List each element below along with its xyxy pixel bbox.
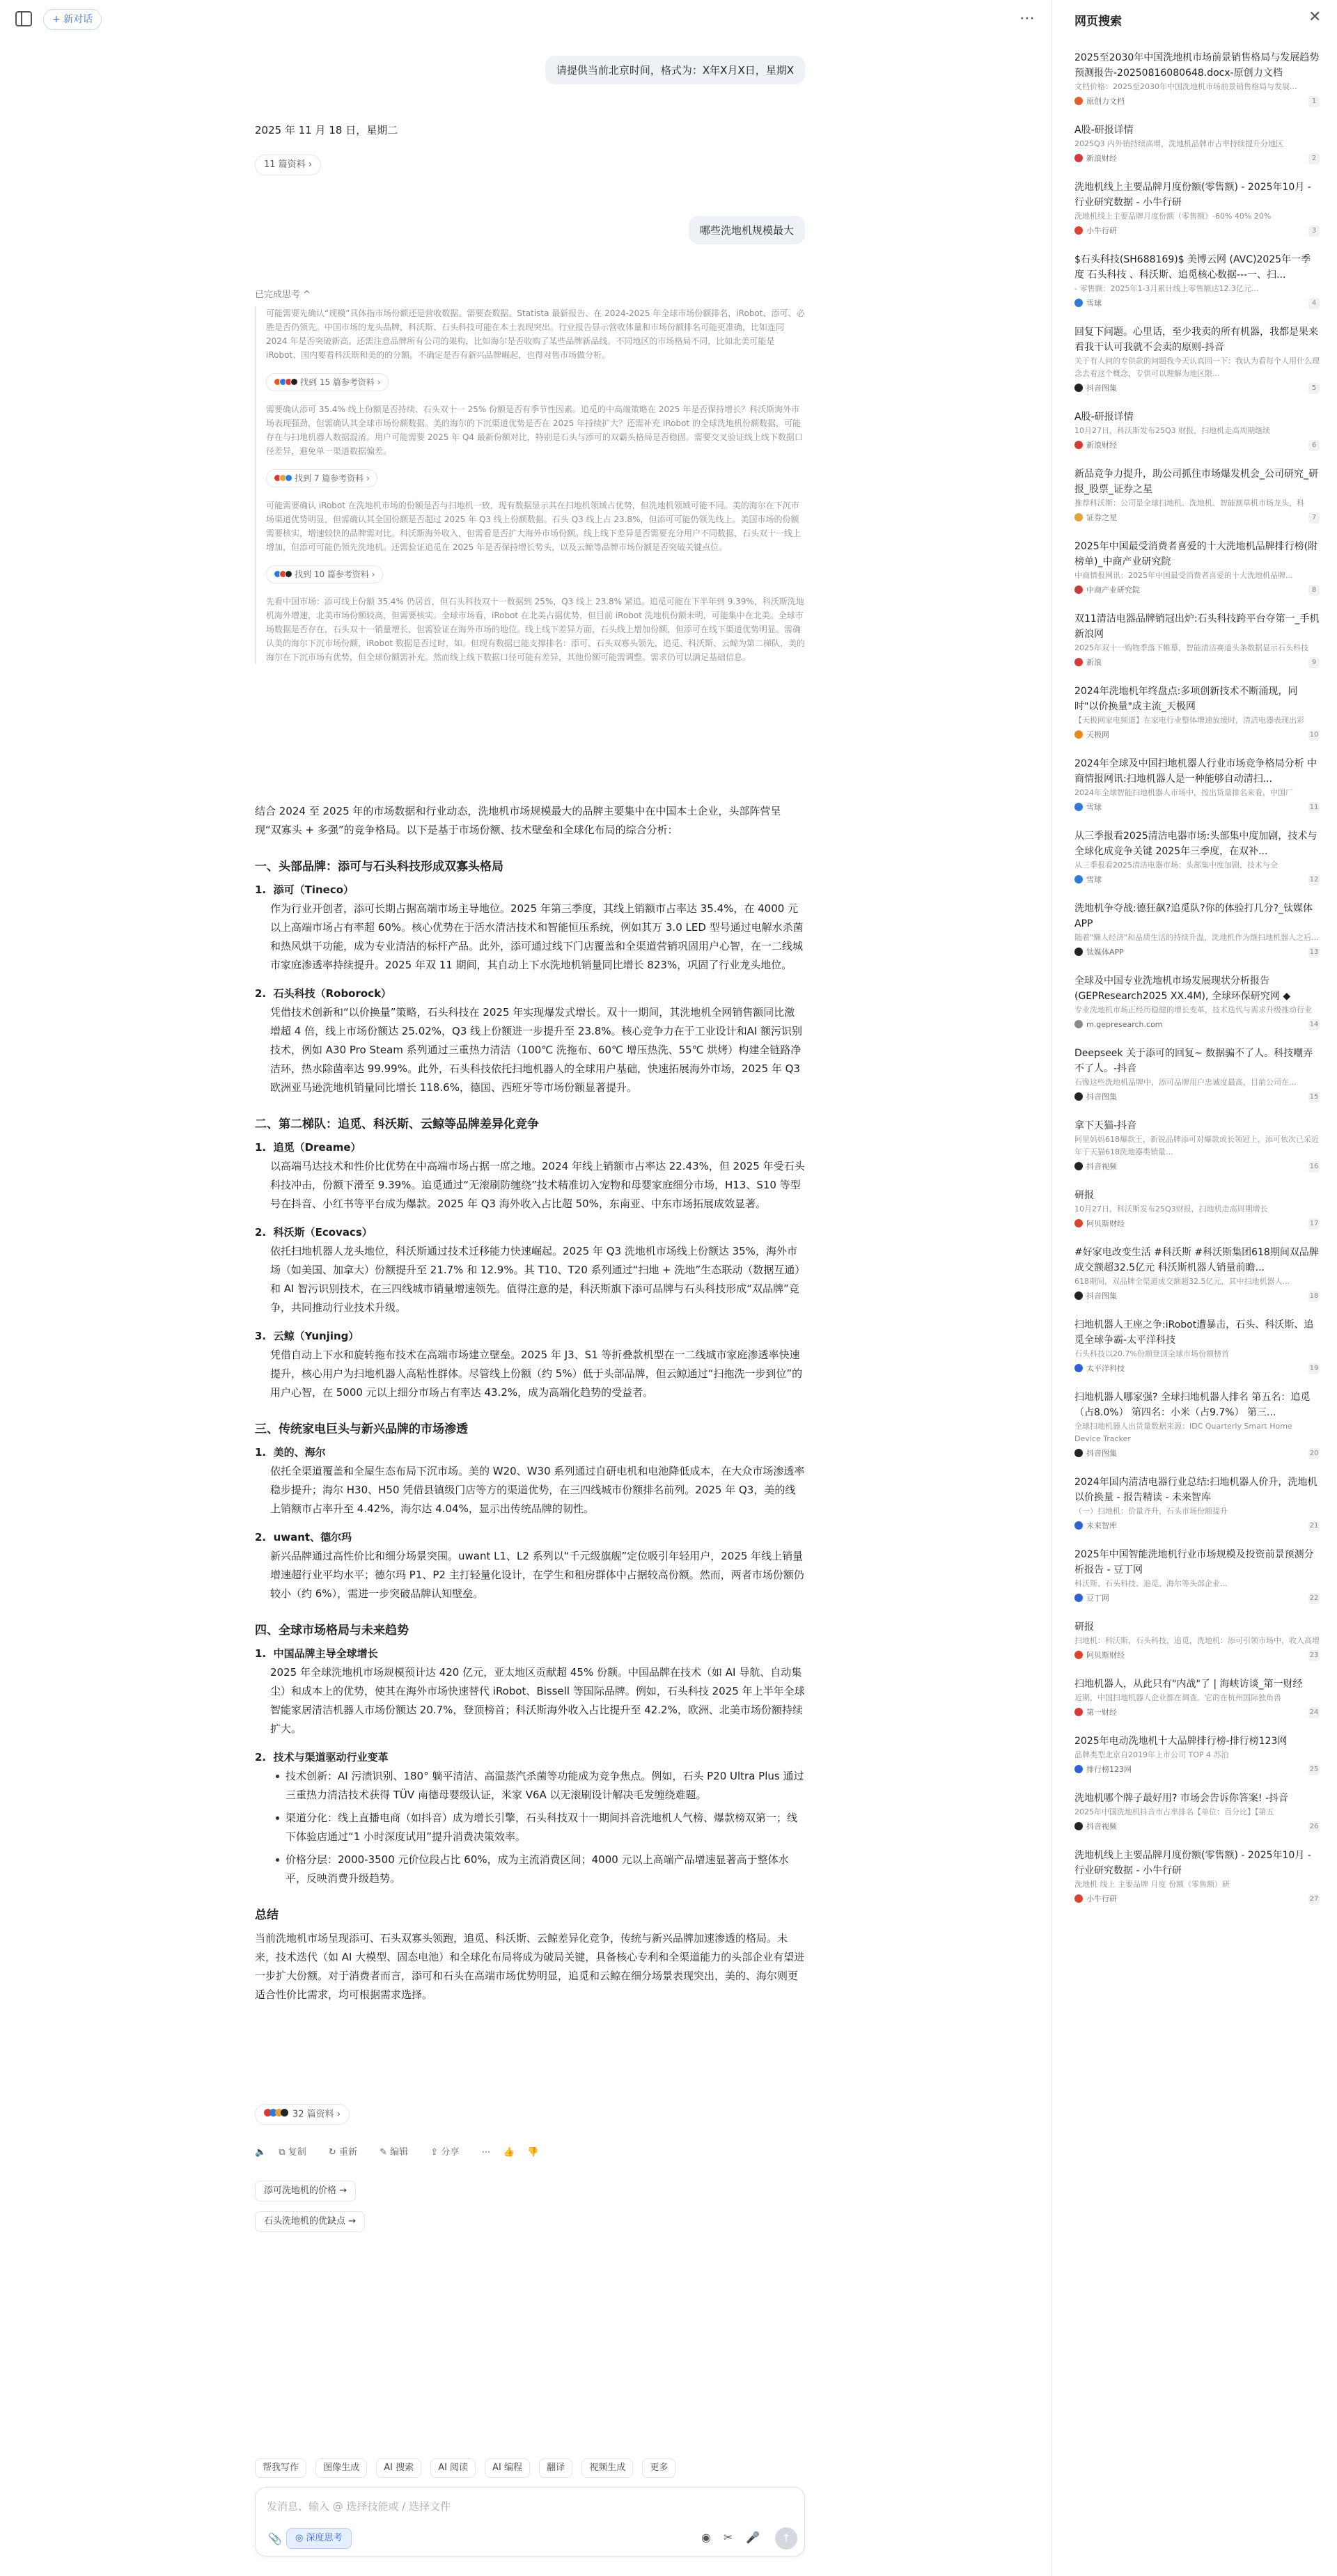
result-index-badge: 19 [1308,1363,1320,1374]
source-favicon-icon [1074,1162,1083,1170]
result-index-badge: 5 [1308,383,1320,394]
result-source: 小牛行研 [1074,226,1320,237]
result-source: 抖音图集 [1074,383,1320,394]
result-title[interactable]: 洗地机哪个牌子最好用? 市场会告诉你答案! -抖音 [1074,1793,1288,1804]
sidebar-toggle-icon[interactable] [15,11,32,26]
message-input[interactable]: 发消息、输入 @ 选择技能或 / 选择文件 [267,2500,451,2513]
result-index-badge: 10 [1308,730,1320,741]
source-favicon-icon [1074,299,1083,307]
list-item [255,1528,805,1603]
search-result[interactable] [1074,409,1320,451]
result-title[interactable]: 扫地机器人王座之争:iRobot遭暴击，石头、科沃斯、追觅全球争霸-太平洋科技 [1074,1319,1314,1346]
result-index-badge: 9 [1308,657,1320,668]
source-favicon-icon [1074,730,1083,739]
source-favicon-icon [1074,97,1083,105]
search-result[interactable] [1074,1118,1320,1172]
result-title[interactable]: A股-研报详情 [1074,125,1134,136]
result-snippet: 洗地机 线上 主要品牌 月度 份额（零售额）研 [1074,1880,1230,1889]
result-index-badge: 22 [1308,1593,1320,1604]
result-snippet: 2024年全球智能扫地机器人市场中，按出货量排名来看，中国厂 [1074,788,1293,797]
list-item [255,1644,805,1738]
thinking-paragraph: 先看中国市场：添可线上份额 35.4% 仍居首，但石头科技双十一数据到 25%，Q3 线上 23.8% 紧追。追觅可能在下半年到 9.39%，科沃斯洗地机海外增速，北美市场份额较高，但需要核实。全球市场看，iRobot 在北美占据优势，但目前 iRobot 洗地机份额未明，可能集中在北美。全球市场数据是否存在，石头双十一销量增长，但需验证在海外市场的地位。线上线下差异方面，石头线上增加份额，但添可在线下渠道优势明显。需确认美的海尔下沉市场份额，iRobot 数据是否过时，如。但现有数据已能支撑排名：添可、石头双寡头领先，追觅、科沃斯、云鲸为第二梯队，美的海尔在下沉市场有优势，但全球份额需补充。然而线上线下数据口径可能有差异，其他份额可能需调整。需求仍可以满足基础信息。 [266,597,805,662]
tool-writing[interactable]: 帮我写作 [255,2458,306,2478]
result-snippet: 科沃斯、石头科技、追觅、海尔等头部企业... [1074,1579,1228,1588]
result-index-badge: 26 [1308,1821,1320,1832]
search-result[interactable] [1074,466,1320,524]
result-source: 抖音图集 [1074,1291,1320,1302]
more-options-icon[interactable]: ⋯ [1019,10,1035,27]
tool-video-gen[interactable]: 视频生成 [581,2458,633,2478]
deep-think-toggle[interactable]: ◎ 深度思考 [286,2528,352,2549]
result-title[interactable]: 新品竞争力提升，助公司抓住市场爆发机会_公司研究_研报_股票_证券之星 [1074,469,1318,495]
item-title: 2. uwant、德尔玛 [255,1531,352,1544]
source-favicon-icon [1074,1219,1083,1227]
result-index-badge: 16 [1308,1161,1320,1172]
result-index-badge: 23 [1308,1650,1320,1661]
result-title[interactable]: 扫地机器人哪家强? 全球扫地机器人排名 第五名：追觅（占8.0%） 第四名：小米（占9.7%） 第三... [1074,1392,1311,1418]
result-source: 雪球 [1074,874,1320,886]
list-item [255,881,805,975]
result-index-badge: 13 [1308,947,1320,958]
assistant-answer-1: 2025 年 11 月 18 日，星期二 [255,124,398,136]
thinking-sources-label: 找到 15 篇参考资料 [300,377,375,387]
item-title: 1. 添可（Tineco） [255,883,354,896]
search-result[interactable] [1074,324,1320,394]
item-body: 以高端马达技术和性价比优势在中高端市场占据一席之地。2024 年线上销额市占率达 22.43%，但 2025 年受石头科技冲击，份额下滑至 9.39%。追觅通过“无滚刷防缠绕”技术精准切入宠物和母婴家庭细分市场，H13、S10 等型号在抖音、小红书等平台成为爆款。2025 年 Q3 海外收入占比超 50%，东南亚、中东市场拓展成效显著。 [270,1160,805,1210]
source-favicon-icon [1074,1651,1083,1659]
tool-ai-code[interactable]: AI 编程 [485,2458,530,2478]
thinking-panel [255,306,805,664]
microphone-icon[interactable]: 🎤 [746,2531,760,2544]
bullet-item: 价格分层：2000-3500 元价位段占比 60%，成为主流消费区间；4000 元以上高端产品增速显著高于整体水平，反映消费升级趋势。 [286,1851,805,1888]
bullet-item: 渠道分化：线上直播电商（如抖音）成为增长引擎，石头科技双十一期间抖音洗地机人气榜、爆款榜双第一；线下体验店通过“1 小时深度试用”提升消费决策效率。 [286,1809,805,1846]
bullet-item: 技术创新：AI 污渍识别、180° 躺平清洁、高温蒸汽杀菌等功能成为竞争焦点。例如，石头 P20 Ultra Plus 通过三重热力清洁技术获得 TÜV 南德母婴级认证，米家 V6A 以无滚刷设计解决毛发缠绕难题。 [286,1767,805,1805]
thinking-sources-label: 找到 10 篇参考资料 [295,570,369,579]
result-title[interactable]: 回复下问题。心里话，至少我卖的所有机器，我都是果来看我干认可我就不会卖的原则-抖音 [1074,327,1318,353]
result-snippet: - 零售额：2025年1-3月累计线上零售额达12.3亿元... [1074,284,1259,293]
tool-image-gen[interactable]: 图像生成 [315,2458,367,2478]
source-favicon-icon [1074,1449,1083,1457]
source-favicon-icon [1074,1765,1083,1773]
thinking-toggle[interactable]: 已完成思考 ^ [255,290,311,300]
result-index-badge: 14 [1308,1019,1320,1030]
search-result[interactable] [1074,1046,1320,1103]
composer [255,2487,805,2557]
search-result[interactable] [1074,1317,1320,1374]
result-index-badge: 11 [1308,802,1320,813]
result-index-badge: 20 [1308,1448,1320,1459]
search-results [1074,50,1320,1920]
source-favicon-icon [1074,1521,1083,1530]
send-button[interactable]: ↑ [775,2527,797,2550]
result-index-badge: 6 [1308,440,1320,451]
search-result[interactable] [1074,539,1320,596]
item-title: 1. 追觅（Dreame） [255,1141,361,1154]
result-snippet: 10月27日，科沃斯发布25Q3 财报，扫地机走高周期继续 [1074,426,1271,435]
item-title: 3. 云鲸（Yunjing） [255,1330,359,1342]
result-snippet: 2025年双十一购物季落下帷幕，智能清洁赛道头条数据显示石头科技 [1074,643,1308,652]
source-favicon-icon [1074,586,1083,594]
result-snippet: 近期，中国扫地机器人企业都在调查。它的在杭州国际独角兽 [1074,1693,1281,1702]
result-index-badge: 17 [1308,1218,1320,1230]
result-index-badge: 7 [1308,512,1320,524]
result-snippet: 石头科技以20.7%份额登顶全球市场份额榜首 [1074,1349,1229,1358]
result-source: 抖音图集 [1074,1092,1320,1103]
result-index-badge: 12 [1308,874,1320,886]
result-snippet: 2025年中国洗地机抖音市占率排名【单位：百分比】【第五 [1074,1807,1274,1816]
result-title[interactable]: $石头科技(SH688169)$ 美博云网 (AVC)2025年一季度 石头科技 、科沃斯、追觅核心数据---一、扫... [1074,254,1311,281]
result-title[interactable]: 扫地机器人，从此只有"内战"了 | 海峡访谈_第一财经 [1074,1679,1303,1690]
tool-ai-search[interactable]: AI 搜索 [376,2458,421,2478]
new-chat-button[interactable]: + 新对话 [43,9,102,30]
source-favicons [274,471,290,487]
deep-think-label: 深度思考 [306,2533,343,2543]
result-snippet: 随着"懒人经济"和品质生活的持续升温，洗地机作为继扫地机器人之后... [1074,933,1319,942]
suggested-question[interactable]: 石头洗地机的优缺点 → [255,2211,365,2232]
tool-translate[interactable]: 翻译 [539,2458,572,2478]
result-title[interactable]: 全球及中国专业洗地机市场发展现状分析报告(GEPResearch2025 XX.4M), 全球环保研究网 ◆ [1074,975,1291,1002]
source-favicon-icon [1074,154,1083,162]
result-snippet: 【天极网家电频道】在家电行业整体增速放缓时，清洁电器表现出彩 [1074,716,1304,725]
result-source: 阿贝斯财经 [1074,1218,1320,1230]
search-result[interactable] [1074,252,1320,309]
result-index-badge: 24 [1308,1707,1320,1718]
assistant-answer-2 [255,802,805,2004]
source-favicon-icon [1074,1594,1083,1602]
thinking-sources-chip[interactable]: 找到 10 篇参考资料 › [266,565,383,583]
result-source: 第一财经 [1074,1707,1320,1718]
result-source: 排行榜123网 [1074,1764,1320,1775]
result-snippet: 关于有人问的专供款的问题我今天认真回一下：我认为看每个人用什么理念去看这个概念，专供可以理解为地区限... [1074,356,1320,378]
result-source: 豆丁网 [1074,1593,1320,1604]
list-item [255,1748,805,1888]
result-snippet: 2025Q3 内外销持续高增，洗地机品牌市占率持续提升分地区 [1074,139,1284,148]
source-favicon-icon [1074,658,1083,666]
source-favicon-icon [1074,384,1083,392]
answer-2-references-chip[interactable]: 32 篇资料 › [255,2104,350,2125]
item-body: 作为行业开创者，添可长期占据高端市场主导地位。2025 年第三季度，其线上销额市占率达 35.4%，在 4000 元以上高端市场占有率超 60%。核心优势在于活水清洁技术和智能恒压系统，例如其万 3.0 LED 型号通过电解水杀菌和热风烘干功能，成为专业清洁的标杆产品。此外，添可通过线下门店覆盖和全渠道营销巩固用户心智，在一二线城市家庭渗透率持续提升。2025 年双 11 期间，其自动上下水洗地机销量同比增长 823%，巩固了行业龙头地位。 [270,902,804,971]
result-title[interactable]: 2025年中国智能洗地机行业市场规模及投资前景预测分析报告 - 豆丁网 [1074,1549,1314,1576]
source-favicon-icon [1074,1822,1083,1830]
search-result[interactable] [1074,1848,1320,1905]
item-body: 依托扫地机器人龙头地位，科沃斯通过技术迁移能力快速崛起。2025 年 Q3 洗地机市场线上份额达 35%，海外市场（如美国、加拿大）份额提升至 21.7% 和 12.9%。其 T10、T20 系列通过“扫地 + 洗地”生态联动（数据互通）和 AI 智污识别技术，在三四线城市销量增速领先。值得注意的是，科沃斯旗下添可品牌与石头科技形成“双品牌”竞争，共同推动行业技术升级。 [270,1245,800,1314]
list-item [255,1327,805,1402]
source-favicons [274,375,296,391]
result-snippet: 扫地机：科沃斯，石头科技，追觅，洗地机：添可引领市场中，收入高增 [1074,1636,1320,1645]
source-favicon-icon [1074,1092,1083,1101]
result-source: 抖音视频 [1074,1161,1320,1172]
answer-actions [255,2144,548,2158]
result-snippet: 中商情报网讯：2025年中国最受消费者喜爱的十大洗地机品牌... [1074,571,1293,580]
result-source: 新浪财经 [1074,440,1320,451]
result-source: 新浪财经 [1074,153,1320,164]
result-source: 太平洋科技 [1074,1363,1320,1374]
result-index-badge: 21 [1308,1521,1320,1532]
result-source: 抖音视频 [1074,1821,1320,1832]
camera-icon[interactable]: ◉ [701,2531,711,2544]
panel-title: 网页搜索 [1074,15,1122,29]
search-result[interactable] [1074,684,1320,741]
thinking-sources-label: 找到 7 篇参考资料 [295,473,364,483]
result-index-badge: 1 [1308,96,1320,107]
result-title[interactable]: 2025年中国最受消费者喜爱的十大洗地机品牌排行榜(附榜单)_中商产业研究院 [1074,541,1318,567]
result-snippet: 品牌类型北京自2019年上市公司 TOP 4 苏泊 [1074,1750,1229,1759]
search-result[interactable] [1074,828,1320,886]
source-favicon-icon [1074,948,1083,956]
source-favicon-icon [1074,1020,1083,1028]
search-result[interactable] [1074,1547,1320,1604]
references-count: 32 篇资料 [292,2109,334,2120]
result-snippet: 洗地机线上主要品牌月度份额（零售额）-60% 40% 20% [1074,212,1272,221]
result-title[interactable]: 从三季报看2025清洁电器市场:头部集中度加剧，技术与全球化成竞争关键 2025年三季度，在双补... [1074,831,1318,857]
search-result[interactable] [1074,901,1320,958]
item-title: 2. 石头科技（Roborock） [255,987,392,1000]
section-heading: 三、传统家电巨头与新兴品牌的市场渗透 [255,1422,468,1436]
source-favicon-icon [1074,1708,1083,1716]
item-body: 凭借技术创新和“以价换量”策略，石头科技在 2025 年实现爆发式增长。双十一期间，其洗地机全网销售额同比激增超 4 倍，线上市场份额达 25.02%，Q3 线上份额进一步提升至 23.8%。核心竞争力在于工业设计和AI 额污识别技术，例如 A30 Pro Steam 系列通过三重热力清洁（100℃ 洗拖布、60℃ 增压热洗、55℃ 烘烤）构建全链路净洁环，热水除菌率达 99.99%。此外，石头科技依托扫地机器人的全球用户基础，快速拓展海外市场，2025 年 Q3 欧洲亚马逊洗地机销量同比增长 118.6%，德国、西班牙等市场份额显著提升。 [270,1006,803,1094]
result-title[interactable]: 洗地机线上主要品牌月度份额(零售额) - 2025年10月 - 行业研究数据 - 小牛行研 [1074,182,1311,208]
result-source: 抖音图集 [1074,1448,1320,1459]
result-index-badge: 2 [1308,153,1320,164]
search-result[interactable] [1074,1734,1320,1775]
result-source: m.gepresearch.com [1074,1019,1320,1030]
list-item [255,1138,805,1214]
result-title[interactable]: 研报 [1074,1621,1094,1633]
edit-button[interactable]: ✎ 编辑 [380,2147,409,2158]
close-icon[interactable]: ✕ [1308,8,1322,26]
source-favicon-icon [1074,803,1083,811]
result-title[interactable]: 研报 [1074,1190,1094,1201]
result-title[interactable]: 双11清洁电器品牌销冠出炉:石头科技跨平台夺第一_手机新浪网 [1074,613,1320,640]
result-source: 雪球 [1074,802,1320,813]
result-title[interactable]: 2025至2030年中国洗地机市场前景销售格局与发展趋势预测报告-20250816080648.docx-原创力文档 [1074,52,1320,79]
result-index-badge: 25 [1308,1764,1320,1775]
result-title[interactable]: 洗地机争夺战:德狂飙?追觅队?你的体验打几分?_钛媒体APP [1074,903,1313,929]
section-heading: 二、第二梯队：追觅、科沃斯、云鲸等品牌差异化竞争 [255,1117,539,1131]
source-favicons [274,567,290,583]
user-message-2: 哪些洗地机规模最大 [689,216,805,244]
item-title: 1. 美的、海尔 [255,1446,326,1459]
more-icon[interactable]: ⋯ [481,2147,491,2158]
tool-ai-read[interactable]: AI 阅读 [430,2458,476,2478]
source-favicon-icon [1074,875,1083,883]
attach-icon[interactable]: 📎 [268,2532,282,2545]
summary-heading: 总结 [255,1908,279,1922]
tool-more[interactable]: 更多 [642,2458,675,2478]
thinking-paragraph: 可能需要先确认“规模”具体指市场份额还是营收数据。需要查数据。Statista 最新报告、在 2024-2025 年全球市场份额排名，iRobot、添可、必胜是否仍领先。中国市场的龙头品牌，科沃斯、石头科技可能在本土表现突出。行业报告显示营收体量和市场份额排名可能更准确，比如连同 2024 年是否突破新高。还需注意品牌所有公司的架构，比如海尔是否收购了某些品牌新品线。不同地区的市场格局不同，比如北美可能是 iRobot、国内要看科沃斯和美的的分额。不确定是否有新兴品牌崛起，也得对售市场做分析。 [266,308,805,360]
top-bar [0,0,1051,39]
item-title: 2. 科沃斯（Ecovacs） [255,1226,373,1239]
result-snippet: 618期间，双品牌全渠道成交额超32.5亿元，其中扫地机器人... [1074,1277,1290,1286]
result-source: 钛媒体APP [1074,947,1320,958]
result-index-badge: 3 [1308,226,1320,237]
result-source: 新浪 [1074,657,1320,668]
copy-button[interactable]: ⧉ 复制 [279,2147,306,2158]
search-result[interactable] [1074,611,1320,668]
suggested-question[interactable]: 添可洗地机的价格 → [255,2181,356,2201]
thinking-paragraph: 可能需要确认 iRobot 在洗地机市场的份额是否与扫地机一致，现有数据显示其在扫地机领域占优势，但洗地机领域可能不同。美的海尔在下沉市场渠道优势明显，但需确认其全国份额是否超过 2025 年 Q3 线上份额数据。石头 Q3 线上占 23.8%，但添可可能仍领先线上。美国市场的份额需要核实，增速较快的品牌需对比。科沃斯海外收入，但需看是否扩大海外市场份额。线上线下差异是否需要充分用户不同数据，石头双十一线上增加，但添可可能仍领先洗地机。还需验证追觅在 2025 年是否保持增长势头，以及云鲸等品牌市场份额是否突破关键点位。 [266,501,802,552]
answer-1-references-chip[interactable]: 11 篇资料 › [255,155,321,175]
item-body: 依托全渠道覆盖和全屋生态布局下沉市场。美的 W20、W30 系列通过自研电机和电池降低成本，在大众市场渗透率稳步提升；海尔 H30、H50 凭借县镇级门店等方的渠道优势，在三四线城市份额排名前列。2025 年 Q3，美的线上销额市占率升至 4.42%，海尔达 4.04%，显示出传统品牌的韧性。 [270,1465,805,1515]
web-search-panel [1051,0,1337,2576]
search-result[interactable] [1074,180,1320,237]
share-button[interactable]: ⇪ 分享 [430,2147,460,2158]
result-source: 阿贝斯财经 [1074,1650,1320,1661]
bullet-list [255,1767,805,1888]
search-result[interactable] [1074,1791,1320,1832]
search-result[interactable] [1074,50,1320,107]
source-favicon-icon [1074,1291,1083,1300]
result-title[interactable]: Deepseek 关于添可的回复~ 数据骗不了人。科技嘲弄不了人。-抖音 [1074,1048,1313,1074]
thumbs-down-icon[interactable]: 👎 [526,2147,539,2158]
result-snippet: 专业洗地机市场正经历稳健的增长变革，技术迭代与需求升级推动行业 [1074,1005,1312,1014]
result-snippet: 阿里妈妈618爆款王，新锐品牌添可对爆款成长领冠上，添可依次已采近年于天猫618洗地器类销量... [1074,1135,1319,1156]
search-result[interactable] [1074,756,1320,813]
result-source: 证券之星 [1074,512,1320,524]
result-title[interactable]: 2025年电动洗地机十大品牌排行榜-排行榜123网 [1074,1736,1288,1747]
search-result[interactable] [1074,123,1320,164]
search-result[interactable] [1074,973,1320,1030]
result-title[interactable]: 2024年全球及中国扫地机器人行业市场竞争格局分析 中商情报网讯:扫地机器人是一种能够自动清扫... [1074,758,1318,785]
source-favicon-icon [1074,226,1083,235]
speaker-icon[interactable]: 🔈 [255,2147,267,2158]
result-title[interactable]: 2024年国内清洁电器行业总结:扫地机器人价升，洗地机以价换量 - 报告精读 - 未来智库 [1074,1477,1318,1503]
search-result[interactable] [1074,1390,1320,1459]
search-result[interactable] [1074,1245,1320,1302]
result-source: 雪球 [1074,298,1320,309]
search-result[interactable] [1074,1188,1320,1230]
result-snippet: 文档价格：2025至2030年中国洗地机市场前景销售格局与发展... [1074,82,1297,91]
result-title[interactable]: 洗地机线上主要品牌月度份额(零售额) - 2025年10月 - 行业研究数据 - 小牛行研 [1074,1850,1311,1876]
item-body: 新兴品牌通过高性价比和细分场景突围。uwant L1、L2 系列以“千元级旗舰”定位吸引年轻用户，2025 年线上销量增速超行业平均水平；德尔玛 P1、P2 主打轻量化设计，在学生和租房群体中占据较高份额。然而，两者市场份额仍较小（约 6%），需进一步突破品牌认知壁垒。 [270,1550,804,1600]
user-message-1: 请提供当前北京时间，格式为：X年X月X日，星期X [545,56,805,84]
thinking-sources-chip[interactable]: 找到 7 篇参考资料 › [266,469,377,487]
result-snippet: （一）扫地机：价量齐升，石头市场份额提升 [1074,1507,1228,1516]
list-item [255,1443,805,1518]
thinking-sources-chip[interactable]: 找到 15 篇参考资料 › [266,373,389,391]
result-source: 天极网 [1074,730,1320,741]
result-source: 小牛行研 [1074,1894,1320,1905]
result-snippet: 推荐科沃斯：公司是全球扫地机、洗地机、智能割草机市场龙头，科 [1074,498,1304,508]
section-heading: 一、头部品牌：添可与石头科技形成双寡头格局 [255,860,503,874]
regenerate-button[interactable]: ↻ 重新 [328,2147,357,2158]
result-index-badge: 18 [1308,1291,1320,1302]
scissors-icon[interactable]: ✂ [724,2531,733,2544]
source-favicon-icon [1074,513,1083,521]
result-source: 中商产业研究院 [1074,585,1320,596]
source-favicon-icon [1074,1364,1083,1372]
answer-intro: 结合 2024 至 2025 年的市场数据和行业动态，洗地机市场规模最大的品牌主要集中在中国本土企业，头部阵营呈现“双寡头 + 多强”的竞争格局。以下是基于市场份额、技术壁垒和全球化布局的综合分析： [255,805,781,836]
result-snippet: 石像这些洗地机品牌中，添可品牌用户忠诚度最高，目前公司在... [1074,1078,1297,1087]
thumbs-up-icon[interactable]: 👍 [503,2147,515,2158]
item-body: 凭借自动上下水和旋转拖布技术在高端市场建立壁垒。2025 年 J3、S1 等折叠款机型在一二线城市家庭渗透率快速提升，核心用户为扫地机器人高粘性群体。尽管线上份额（约 5%）低于头部品牌，但云鲸通过“扫拖洗一步到位”的用户心智，在 5000 元以上细分市场占有率达 43.2%，成为高端化趋势的受益者。 [270,1349,803,1399]
list-item [255,1223,805,1317]
thinking-paragraph: 需要确认添可 35.4% 线上份额是否持续、石头双十一 25% 份额是否有季节性因素。追觅的中高端策略在 2025 年是否保持增长？科沃斯海外市场表现强劲，但需确认其全球市场份额数据。美的海尔的下沉渠道优势是否在 2025 年持续扩大？还需补充 iRobot 的全球洗地机份额数据，可能存在与扫地机器人数据混淆。用户可能需要 2025 年 Q4 最新份额对比，特别是石头与添可的双霸头格局是否稳固。需要交叉验证线上线下数据口径差异，避免单一渠道数据偏差。 [266,405,803,456]
item-title: 1. 中国品牌主导全球增长 [255,1647,378,1660]
source-favicon-icon [1074,1894,1083,1903]
result-source: 未来智库 [1074,1521,1320,1532]
result-title[interactable]: 2024年洗地机年终盘点:多项创新技术不断涌现，同时"以价换量"成主流_天极网 [1074,686,1298,712]
result-index-badge: 15 [1308,1092,1320,1103]
search-result[interactable] [1074,1676,1320,1718]
result-snippet: 10月27日，科沃斯发布25Q3财报，扫地机走高周期增长 [1074,1204,1268,1214]
result-source: 原创力文档 [1074,96,1320,107]
section-heading: 四、全球市场格局与未来趋势 [255,1624,409,1638]
source-favicons [264,2105,288,2124]
summary-text: 当前洗地机市场呈现添可、石头双寡头领跑，追觅、科沃斯、云鲸差异化竞争，传统与新兴品牌加速渗透的格局。未来，技术迭代（如 AI 大模型、固态电池）和全球化布局将成为破局关键，具备核心专利和全渠道能力的头部企业有望进一步扩大份额。对于消费者而言，添可和石头在高端市场优势明显，追觅和云鲸在细分场景表现突出，美的、海尔则更适合性价比需求，均可根据需求选择。 [255,1932,805,2001]
result-title[interactable]: #好家电改变生活 #科沃斯 #科沃斯集团618期间双品牌成交额超32.5亿元 科沃斯机器人销量前瞻... [1074,1247,1319,1273]
source-favicon-icon [1074,441,1083,449]
references-count: 11 篇资料 [264,159,306,170]
search-result[interactable] [1074,1619,1320,1661]
result-title[interactable]: 拿下天猫-抖音 [1074,1120,1137,1131]
result-title[interactable]: A股-研报详情 [1074,411,1134,423]
tool-bar [255,2458,805,2479]
item-body: 2025 年全球洗地机市场规模预计达 420 亿元，亚太地区贡献超 45% 份额。中国品牌在技术（如 AI 导航、自动集尘）和成本上的优势，使其在海外市场快速替代 iRobot、Bissell 等国际品牌。例如，石头科技 2025 年上半年全球智能家居清洁机器人市场份额达 20.7%，登顶榜首；科沃斯海外收入占比提升至 42.2%，欧洲、北美市场份额持续扩大。 [270,1666,805,1735]
list-item [255,984,805,1097]
result-snippet: 全球扫地机器人出货量数据来源：IDC Quarterly Smart Home Device Tracker [1074,1422,1292,1443]
result-index-badge: 4 [1308,298,1320,309]
result-index-badge: 27 [1308,1894,1320,1905]
result-index-badge: 8 [1308,585,1320,596]
item-title: 2. 技术与渠道驱动行业变革 [255,1751,389,1764]
result-snippet: 从三季报看2025清洁电器市场：头部集中度加剧，技术与全 [1074,861,1278,870]
search-result[interactable] [1074,1475,1320,1532]
